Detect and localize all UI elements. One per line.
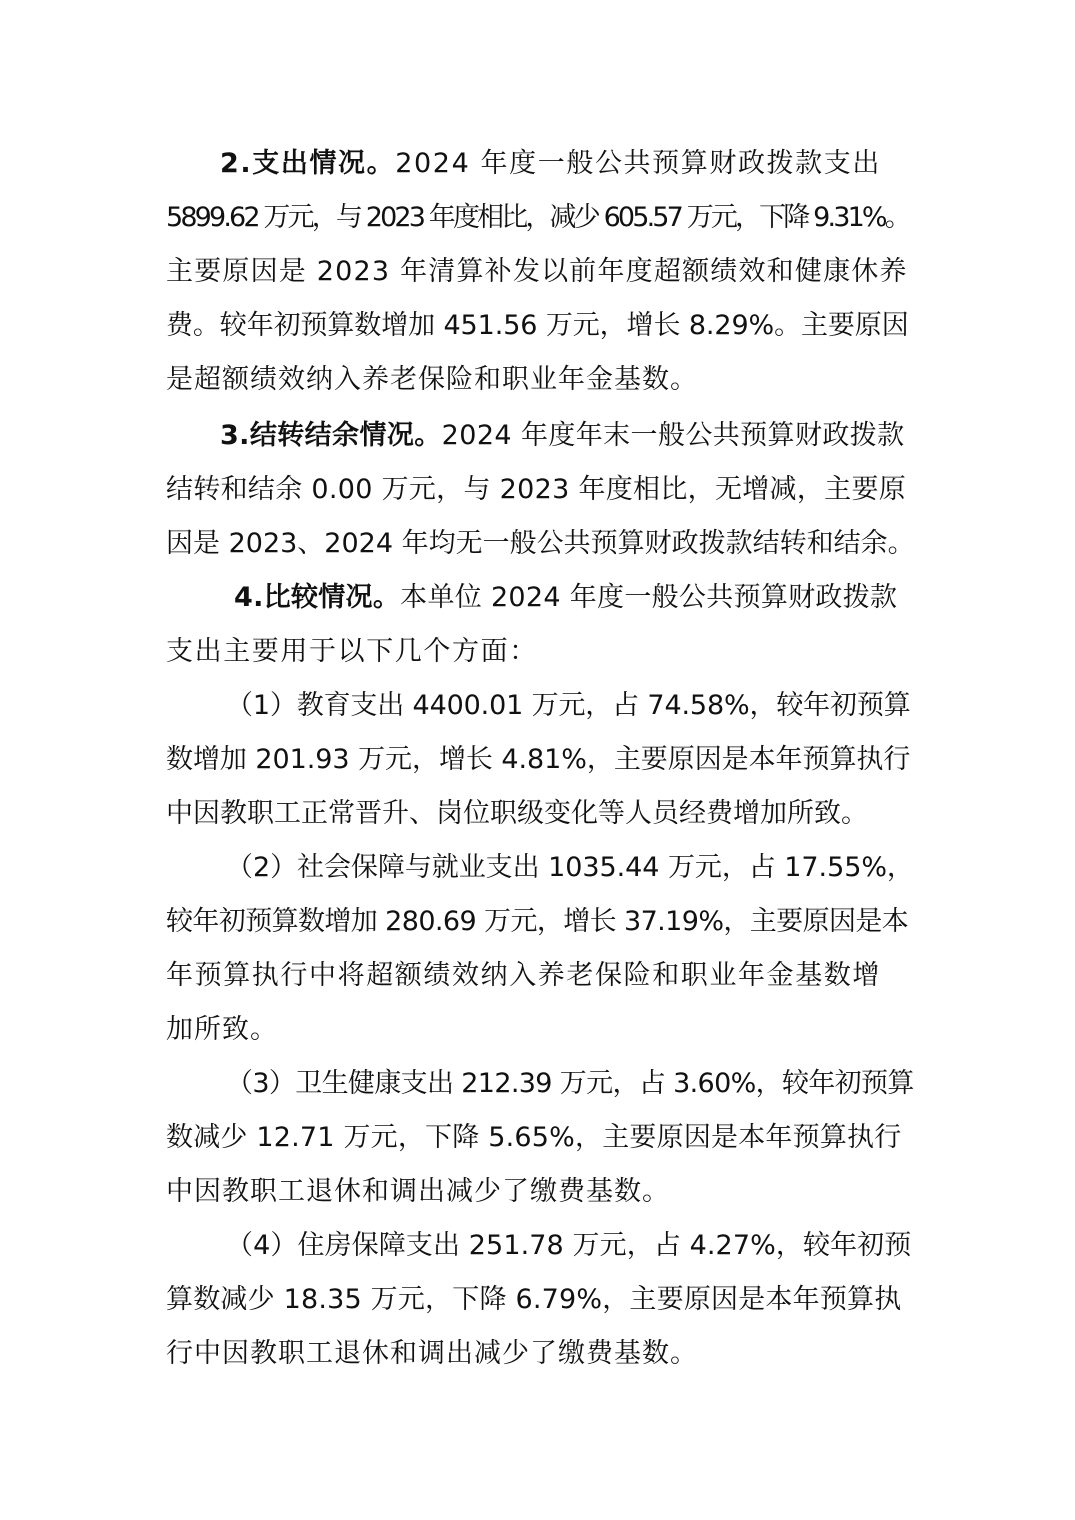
- paragraph-line: 结转和结余 0.00 万元，与 2023 年度相比，无增减，主要原: [166, 474, 907, 505]
- paragraph-line: [220, 144, 881, 184]
- paragraph-line: 支出主要用于以下几个方面：: [166, 636, 538, 667]
- paragraph-line: 中因教职工正常晋升、岗位职级变化等人员经费增加所致。: [166, 798, 868, 829]
- paragraph-line: 中因教职工退休和调出减少了缴费基数。: [166, 1176, 670, 1207]
- section-heading: 4.比较情况。: [234, 582, 401, 613]
- paragraph-line: （4）住房保障支出 251.78 万元，占 4.27%，较年初预: [226, 1230, 912, 1261]
- paragraph-line: 年预算执行中将超额绩效纳入养老保险和职业年金基数增: [166, 960, 881, 991]
- section-heading: 3.结转结余情况。: [220, 420, 442, 451]
- paragraph-line: 费。较年初预算数增加 451.56 万元，增长 8.29%。主要原因: [166, 310, 909, 341]
- paragraph-line: [220, 416, 905, 456]
- paragraph-text: 2024 年度年末一般公共预算财政拨款: [441, 420, 905, 451]
- paragraph-text: 本单位 2024 年度一般公共预算财政拨款: [400, 582, 898, 613]
- paragraph-line: 算数减少 18.35 万元，下降 6.79%，主要原因是本年预算执: [166, 1284, 902, 1315]
- paragraph-line: [234, 578, 897, 618]
- paragraph-line: （3）卫生健康支出 212.39 万元，占 3.60%，较年初预算: [226, 1068, 914, 1099]
- paragraph-line: 数增加 201.93 万元，增长 4.81%，主要原因是本年预算执行: [166, 744, 911, 775]
- paragraph-line: 主要原因是 2023 年清算补发以前年度超额绩效和健康休养: [166, 256, 908, 287]
- paragraph-text: 2024 年度一般公共预算财政拨款支出: [395, 148, 881, 179]
- paragraph-line: 行中因教职工退休和调出减少了缴费基数。: [166, 1338, 698, 1369]
- paragraph-line: 是超额绩效纳入养老保险和职业年金基数。: [166, 364, 698, 395]
- paragraph-line: （2）社会保障与就业支出 1035.44 万元，占 17.55%，: [226, 852, 914, 883]
- paragraph-line: 因是 2023、2024 年均无一般公共预算财政拨款结转和结余。: [166, 528, 915, 559]
- paragraph-line: （1）教育支出 4400.01 万元，占 74.58%，较年初预算: [226, 690, 911, 721]
- paragraph-line: 5899.62 万元，与 2023 年度相比，减少 605.57 万元，下降 9.31%。: [166, 202, 909, 233]
- paragraph-line: 数减少 12.71 万元，下降 5.65%，主要原因是本年预算执行: [166, 1122, 902, 1153]
- section-heading: 2.支出情况。: [220, 148, 396, 179]
- paragraph-line: 加所致。: [166, 1014, 278, 1045]
- paragraph-line: 较年初预算数增加 280.69 万元，增长 37.19%，主要原因是本: [166, 906, 909, 937]
